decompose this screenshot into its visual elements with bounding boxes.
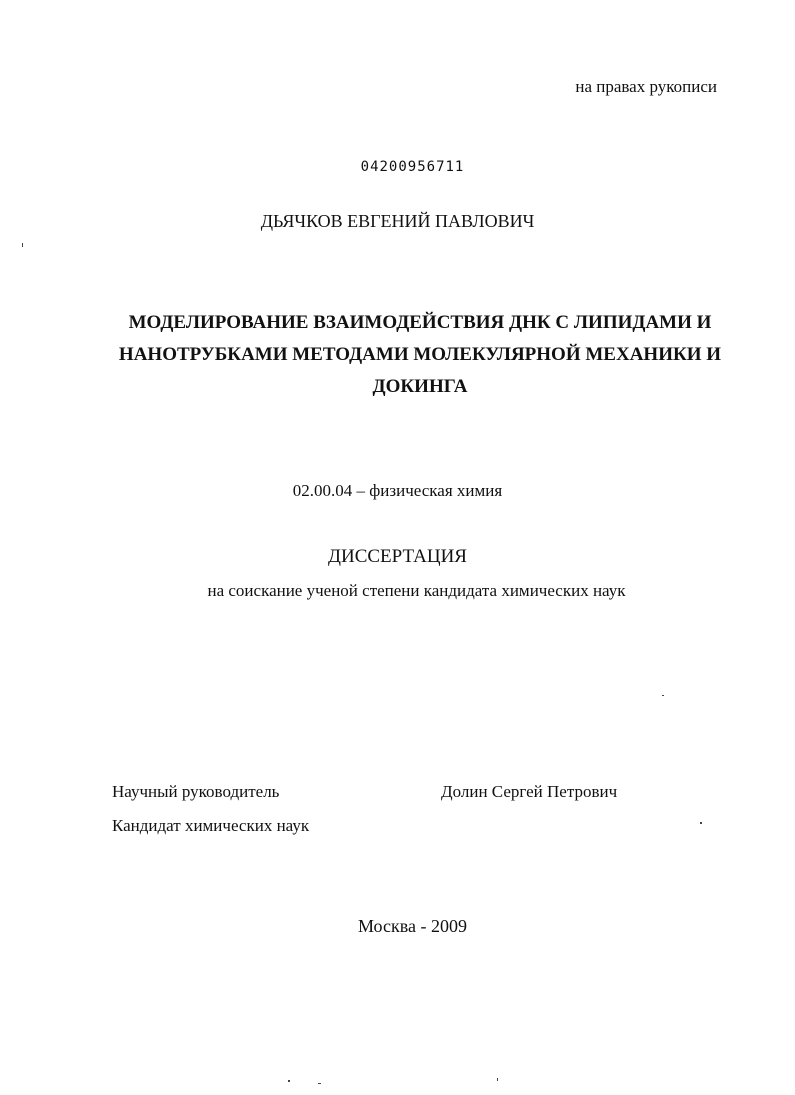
scan-speck — [700, 822, 702, 824]
dissertation-title — [100, 307, 740, 403]
title-line: ДОКИНГА — [372, 376, 468, 397]
registration-number: 04200956711 — [360, 159, 465, 175]
author-name: ДЬЯЧКОВ ЕВГЕНИЙ ПАВЛОВИЧ — [260, 211, 535, 231]
supervisor-label: Научный руководитель — [112, 782, 280, 801]
scan-speck — [22, 243, 23, 247]
scan-speck — [288, 1080, 290, 1082]
rights-notice: на правах рукописи — [575, 77, 717, 96]
supervisor-name: Долин Сергей Петрович — [441, 782, 618, 801]
scan-speck — [662, 695, 664, 696]
supervisor-degree: Кандидат химических наук — [112, 816, 310, 835]
specialty-code: 02.00.04 – физическая химия — [292, 481, 503, 500]
document-type: ДИССЕРТАЦИЯ — [328, 546, 467, 567]
scan-speck — [318, 1083, 321, 1084]
title-line: НАНОТРУБКАМИ МЕТОДАМИ МОЛЕКУЛЯРНОЙ МЕХАНИКИ И — [118, 344, 722, 365]
degree-statement: на соискание ученой степени кандидата химических наук — [207, 581, 626, 600]
city-year: Москва - 2009 — [358, 916, 467, 936]
scan-speck — [497, 1078, 498, 1081]
title-line: МОДЕЛИРОВАНИЕ ВЗАИМОДЕЙСТВИЯ ДНК С ЛИПИДАМИ И — [128, 312, 712, 333]
